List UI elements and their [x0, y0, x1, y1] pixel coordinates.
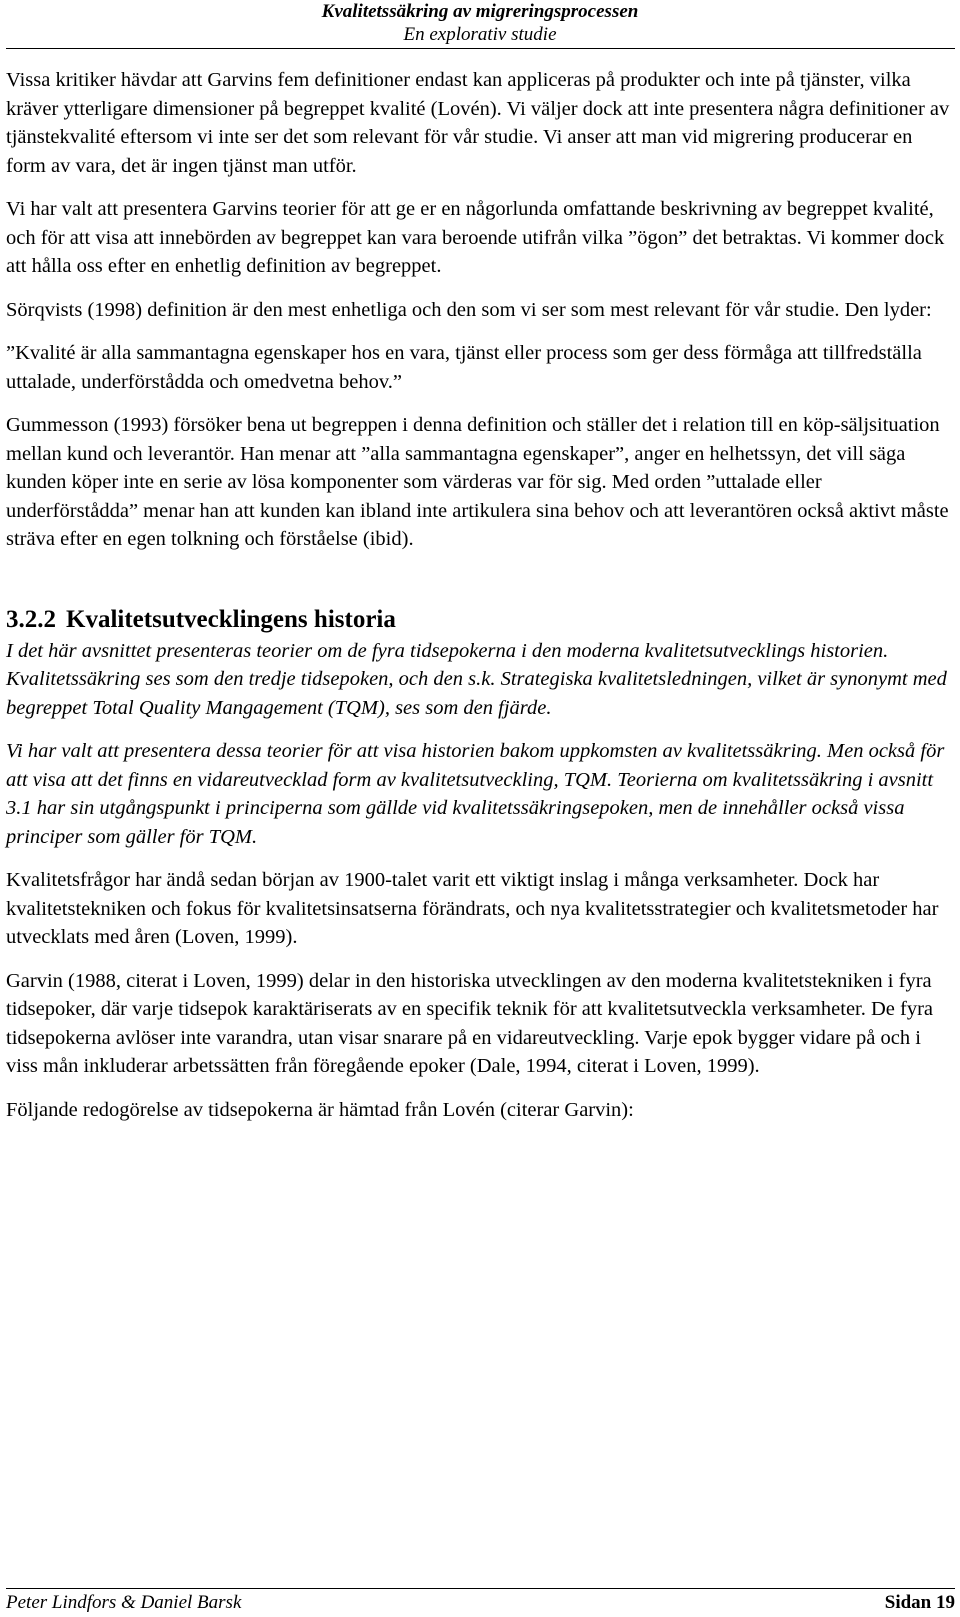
- page-body: [6, 66, 956, 1139]
- paragraph-gummesson: Gummesson (1993) försöker bena ut begreppen i denna definition och ställer det i relation till en köp-säljsituation mellan kund och leverantör. Han menar att ”alla sammantagna egenskaper”, anger en helhetssyn, det vill säga kunden köper inte en serie av lösa komponenter som värderas var för sig. Med orden ”uttalade eller underförstådda” menar han att kunden kan ibland inte artikulera sina behov och att leverantören också aktivt måste sträva efter en egen tolkning och förståelse (ibid).: [6, 414, 949, 550]
- section-intro-1: I det här avsnittet presenteras teorier om de fyra tidsepokerna i den moderna kvalitetsutvecklings historien. Kvalitetssäkring ses som den tredje tidsepoken, och den s.k. Strategiska kvalitetsledningen, vilket är synonymt med begreppet Total Quality Mangagement (TQM), ses som den fjärde.: [6, 639, 947, 719]
- paragraph-quality-history: Kvalitetsfrågor har ändå sedan början av 1900-talet varit ett viktigt inslag i många verksamheter. Dock har kvalitetstekniken och fokus för kvalitetsinsatserna förändrats, och nya kvalitetsstrategier och kvalitetsmetoder har utvecklats med åren (Loven, 1999).: [6, 869, 939, 948]
- document-title: Kvalitetssäkring av migreringsprocessen: [321, 1, 639, 22]
- paragraph-critics: Vissa kritiker hävdar att Garvins fem definitioner endast kan appliceras på produkter och inte på tjänster, vilka kräver ytterligare dimensioner på begreppet kvalité (Lovén). Vi väljer dock att inte presentera några definitioner av tjänstekvalité eftersom vi inte ser det som relevant för vår studie. Vi anser att man vid migrering producerar en form av vara, det är ingen tjänst man utför.: [6, 69, 950, 177]
- section-number: 3.2.2: [6, 605, 56, 633]
- page-number: Sidan 19: [884, 1592, 955, 1613]
- quality-definition-quote: ”Kvalité är alla sammantagna egenskaper hos en vara, tjänst eller process som ger dess förmåga att tillfredställa uttalade, underförstådda och omedvetna behov.”: [6, 342, 922, 393]
- page-header: [0, 0, 960, 46]
- header-divider: [6, 48, 955, 49]
- page-footer: [6, 1591, 955, 1615]
- section-heading: [6, 603, 956, 637]
- paragraph-garvin-epochs: Garvin (1988, citerat i Loven, 1999) delar in den historiska utvecklingen av den moderna kvalitetstekniken i fyra tidsepoker, där varje tidsepok karaktäriserats av en specifik teknik för att kvalitetsutveckla verksamheter. De fyra tidsepokerna avlöser inte varandra, utan visar snarare på en vidareutveckling. Varje epok bygger vidare på och i viss mån inkluderar arbetssätten från föregående epoker (Dale, 1994, citerat i Loven, 1999).: [6, 969, 934, 1077]
- paragraph-sorqvist: Sörqvists (1998) definition är den mest enhetliga och den som vi ser som mest relevant för vår studie. Den lyder:: [6, 298, 932, 321]
- document-subtitle: En explorativ studie: [403, 24, 557, 45]
- footer-authors: Peter Lindfors & Daniel Barsk: [6, 1592, 242, 1613]
- footer-divider: [6, 1588, 955, 1589]
- paragraph-following-account: Följande redogörelse av tidsepokerna är hämtad från Lovén (citerar Garvin):: [6, 1098, 634, 1121]
- section-title: Kvalitetsutvecklingens historia: [66, 605, 396, 633]
- section-intro-2: Vi har valt att presentera dessa teorier för att visa historien bakom uppkomsten av kvalitetssäkring. Men också för att visa att det finns en vidareutvecklad form av kvalitetsutveckling, TQM. Teorierna om kvalitetssäkring i avsnitt 3.1 har sin utgångspunkt i principerna som gällde vid kvalitetssäkringsepoken, men de innehåller också vissa principer som gäller för TQM.: [6, 740, 945, 848]
- paragraph-garvin-theories: Vi har valt att presentera Garvins teorier för att ge er en någorlunda omfattande beskrivning av begreppet kvalité, och för att visa att innebörden av begreppet kan vara beroende utifrån vilka ”ögon” det betraktas. Vi kommer dock att hålla oss efter en enhetlig definition av begreppet.: [6, 198, 945, 277]
